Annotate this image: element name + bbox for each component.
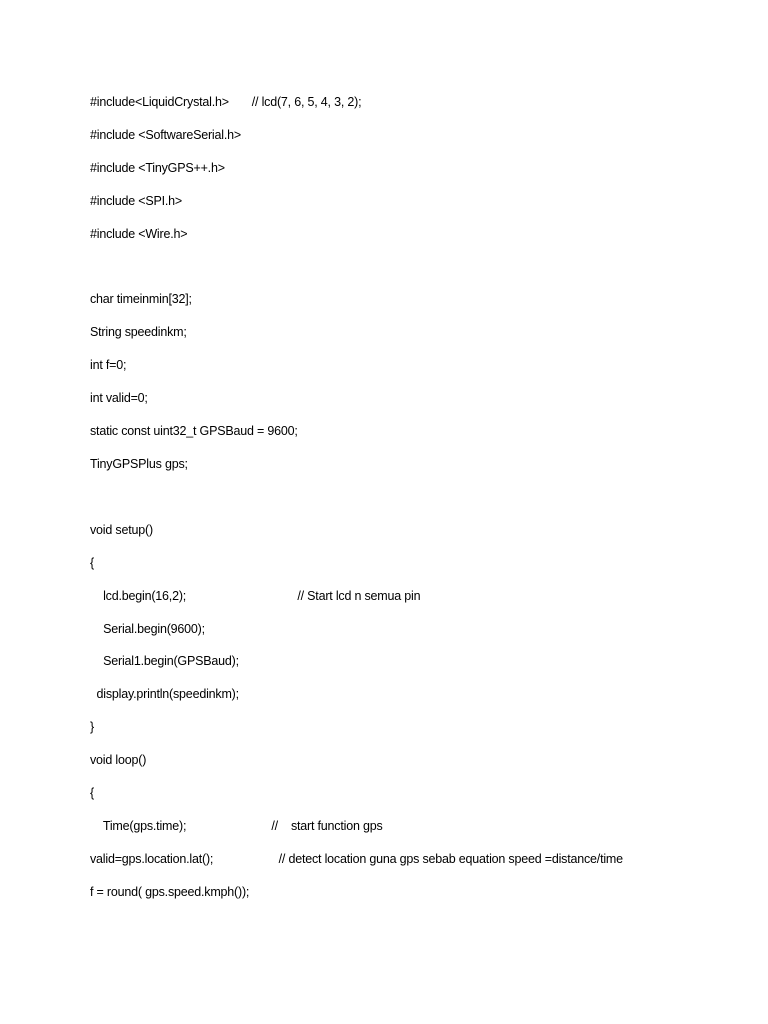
code-line: int valid=0; (90, 391, 148, 405)
code-line: void loop() (90, 753, 147, 767)
code-line: Serial.begin(9600); (90, 622, 205, 636)
code-line: String speedinkm; (90, 325, 187, 339)
code-line: #include <SPI.h> (90, 194, 183, 208)
code-line: Serial1.begin(GPSBaud); (90, 654, 239, 668)
code-line: { (90, 556, 94, 570)
code-line: #include<LiquidCrystal.h> // lcd(7, 6, 5, 4, 3, 2); (90, 95, 362, 109)
code-line: #include <SoftwareSerial.h> (90, 128, 241, 142)
code-line: f = round( gps.speed.kmph()); (90, 885, 250, 899)
code-line: TinyGPSPlus gps; (90, 457, 188, 471)
code-line: void setup() (90, 523, 153, 537)
code-line: } (90, 720, 94, 734)
code-line: valid=gps.location.lat(); // detect location guna gps sebab equation speed =distance/time (90, 852, 623, 866)
code-line: #include <TinyGPS++.h> (90, 161, 225, 175)
code-line: Time(gps.time); // start function gps (90, 819, 383, 833)
code-line: #include <Wire.h> (90, 227, 188, 241)
code-line: char timeinmin[32]; (90, 292, 192, 306)
code-line: int f=0; (90, 358, 127, 372)
code-line: static const uint32_t GPSBaud = 9600; (90, 424, 298, 438)
code-line: { (90, 786, 94, 800)
code-line: lcd.begin(16,2); // Start lcd n semua pin (90, 589, 421, 603)
code-line: display.println(speedinkm); (90, 687, 239, 701)
